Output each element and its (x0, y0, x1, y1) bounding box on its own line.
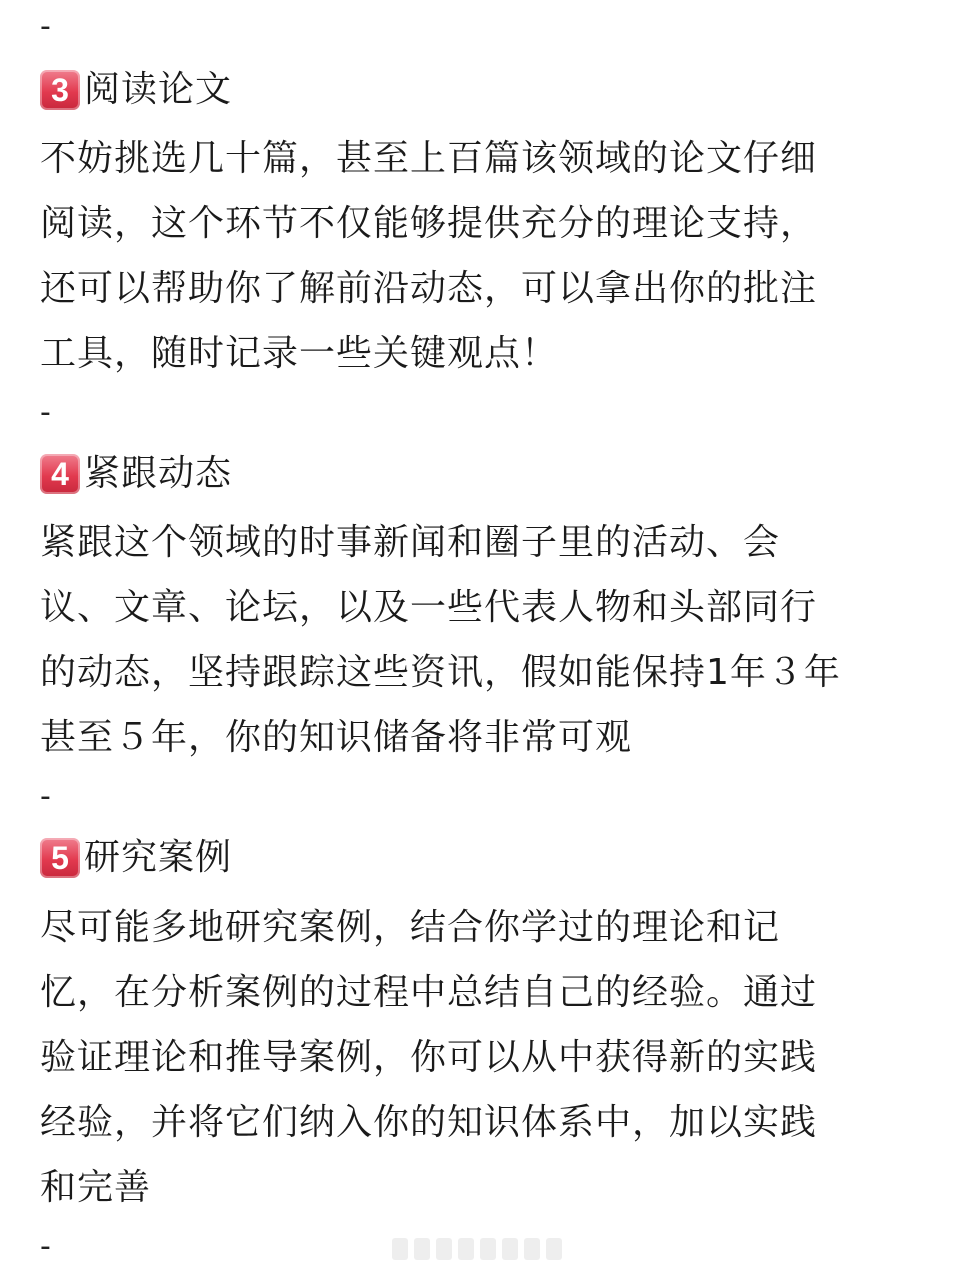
section-heading-5 (40, 834, 232, 882)
section-title: 紧跟动态 (84, 453, 233, 494)
separator-dash-4: - (40, 1229, 51, 1264)
keycap-3-icon: 3 (40, 70, 80, 110)
separator-dash-2: - (40, 395, 51, 430)
separator-dash-3: - (40, 779, 51, 814)
body-line: 甚至５年，你的知识储备将非常可观 (40, 717, 633, 758)
section-title: 阅读论文 (84, 69, 233, 110)
body-line: 紧跟这个领域的时事新闻和圈子里的活动、会 (40, 522, 781, 563)
body-line: 工具，随时记录一些关键观点！ (40, 333, 559, 374)
keycap-4-icon: 4 (40, 454, 80, 494)
body-line: 议、文章、论坛，以及一些代表人物和头部同行 (40, 587, 818, 628)
watermark-logo (392, 1238, 572, 1264)
section-body-4 (40, 510, 910, 770)
body-line: 经验，并将它们纳入你的知识体系中，加以实践 (40, 1102, 818, 1143)
section-heading-4 (40, 450, 232, 498)
body-line: 尽可能多地研究案例，结合你学过的理论和记 (40, 907, 781, 948)
keycap-5-icon: 5 (40, 838, 80, 878)
body-line: 不妨挑选几十篇，甚至上百篇该领域的论文仔细 (40, 138, 818, 179)
body-line: 阅读，这个环节不仅能够提供充分的理论支持， (40, 203, 818, 244)
body-line: 和完善 (40, 1167, 152, 1208)
section-heading-3 (40, 66, 232, 114)
body-line: 的动态，坚持跟踪这些资讯，假如能保持1年３年 (40, 652, 841, 693)
body-line: 忆，在分析案例的过程中总结自己的经验。通过 (40, 972, 818, 1013)
separator-dash-1: - (40, 9, 51, 44)
body-line: 验证理论和推导案例，你可以从中获得新的实践 (40, 1037, 818, 1078)
section-body-5 (40, 895, 910, 1220)
section-body-3 (40, 126, 910, 386)
section-title: 研究案例 (84, 837, 233, 878)
body-line: 还可以帮助你了解前沿动态，可以拿出你的批注 (40, 268, 818, 309)
